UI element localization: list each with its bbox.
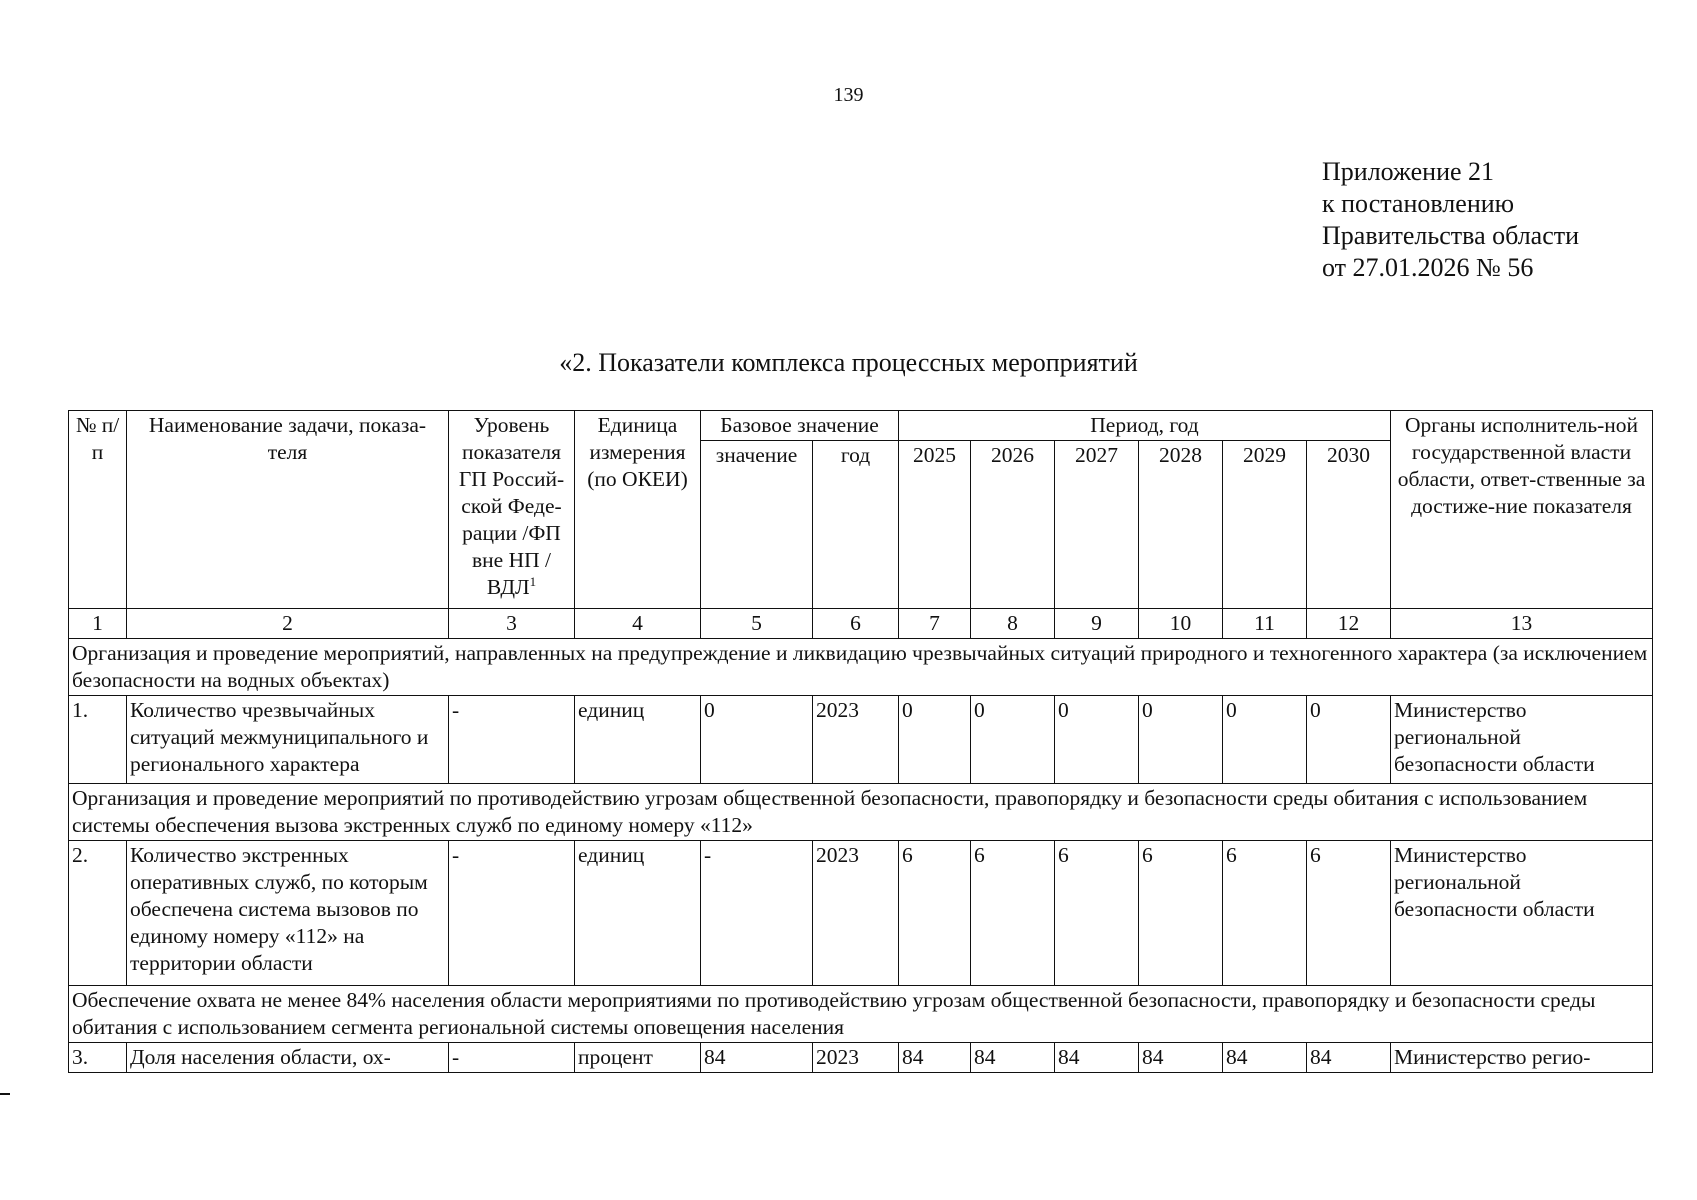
header-level-footnote: 1 (529, 573, 537, 589)
row-value-2027: 84 (1055, 1043, 1139, 1073)
indicators-table (68, 410, 1653, 1073)
row-value-2028: 84 (1139, 1043, 1223, 1073)
row-base-year: 2023 (813, 696, 899, 784)
header-period: Период, год (899, 411, 1391, 441)
row-base-value: 0 (701, 696, 813, 784)
header-row-1 (69, 411, 1653, 441)
col-number: 1 (69, 609, 127, 639)
row-value-2027: 0 (1055, 696, 1139, 784)
header-name: Наименование задачи, показа-теля (127, 411, 449, 609)
row-unit: единиц (575, 696, 701, 784)
page-number: 139 (833, 84, 864, 106)
row-name: Количество экстренных оперативных служб, по которым обеспечена система вызовов по единому номеру «112» на территории области (127, 841, 449, 986)
header-level (449, 411, 575, 609)
row-level: - (449, 841, 575, 986)
row-num: 3. (69, 1043, 127, 1073)
col-number: 8 (971, 609, 1055, 639)
header-bodies: Органы исполнитель-ной государственной власти области, ответ-ственные за достиже-ние показателя (1391, 411, 1653, 609)
row-name: Доля населения области, ох- (127, 1043, 449, 1073)
col-number: 3 (449, 609, 575, 639)
section-row (69, 784, 1653, 841)
row-value-2026: 0 (971, 696, 1055, 784)
row-base-value: - (701, 841, 813, 986)
header-year-2028: 2028 (1139, 441, 1223, 609)
header-year-2026: 2026 (971, 441, 1055, 609)
margin-mark (0, 1093, 10, 1095)
row-base-year: 2023 (813, 1043, 899, 1073)
col-number: 12 (1307, 609, 1391, 639)
appendix-line-2: к постановлению (1322, 189, 1515, 218)
col-number: 7 (899, 609, 971, 639)
row-value-2030: 84 (1307, 1043, 1391, 1073)
col-number: 6 (813, 609, 899, 639)
header-year-2030: 2030 (1307, 441, 1391, 609)
section-row (69, 986, 1653, 1043)
row-value-2026: 84 (971, 1043, 1055, 1073)
document-title: «2. Показатели комплекса процессных мероприятий (559, 348, 1138, 377)
row-level: - (449, 696, 575, 784)
row-value-2026: 6 (971, 841, 1055, 986)
header-base-value: значение (701, 441, 813, 609)
table-row (69, 696, 1653, 784)
appendix-block (1322, 156, 1579, 284)
col-number: 2 (127, 609, 449, 639)
row-body: Министерство региональной безопасности области (1391, 841, 1653, 986)
col-number: 5 (701, 609, 813, 639)
row-value-2025: 84 (899, 1043, 971, 1073)
row-value-2028: 0 (1139, 696, 1223, 784)
row-value-2025: 6 (899, 841, 971, 986)
row-value-2030: 6 (1307, 841, 1391, 986)
header-level-text: Уровень показателя ГП Россий-ской Феде-рации /ФП вне НП / ВДЛ (458, 413, 565, 599)
table-row (69, 1043, 1653, 1073)
row-value-2029: 6 (1223, 841, 1307, 986)
row-value-2030: 0 (1307, 696, 1391, 784)
row-base-value: 84 (701, 1043, 813, 1073)
header-num: № п/п (69, 411, 127, 609)
row-name: Количество чрезвычайных ситуаций межмуниципального и регионального характера (127, 696, 449, 784)
row-value-2025: 0 (899, 696, 971, 784)
row-value-2029: 0 (1223, 696, 1307, 784)
section-title: Организация и проведение мероприятий, направленных на предупреждение и ликвидацию чрезвычайных ситуаций природного и техногенного характера (за исключением безопасности на водных объектах) (69, 639, 1653, 696)
row-body: Министерство регио- (1391, 1043, 1653, 1073)
row-num: 1. (69, 696, 127, 784)
row-base-year: 2023 (813, 841, 899, 986)
header-year-2027: 2027 (1055, 441, 1139, 609)
header-year-2029: 2029 (1223, 441, 1307, 609)
row-unit: процент (575, 1043, 701, 1073)
table-row (69, 841, 1653, 986)
section-title: Организация и проведение мероприятий по противодействию угрозам общественной безопасности, правопорядку и безопасности среды обитания с использованием системы обеспечения вызова экстренных служб по единому номеру «112» (69, 784, 1653, 841)
header-base-year: год (813, 441, 899, 609)
column-numbers-row (69, 609, 1653, 639)
row-level: - (449, 1043, 575, 1073)
row-num: 2. (69, 841, 127, 986)
col-number: 13 (1391, 609, 1653, 639)
col-number: 10 (1139, 609, 1223, 639)
section-row (69, 639, 1653, 696)
col-number: 11 (1223, 609, 1307, 639)
row-value-2029: 84 (1223, 1043, 1307, 1073)
appendix-line-4: от 27.01.2026 № 56 (1322, 253, 1534, 282)
row-value-2028: 6 (1139, 841, 1223, 986)
col-number: 9 (1055, 609, 1139, 639)
row-body: Министерство региональной безопасности области (1391, 696, 1653, 784)
appendix-line-3: Правительства области (1322, 221, 1580, 250)
header-base: Базовое значение (701, 411, 899, 441)
row-unit: единиц (575, 841, 701, 986)
appendix-line-1: Приложение 21 (1322, 157, 1495, 186)
header-year-2025: 2025 (899, 441, 971, 609)
section-title: Обеспечение охвата не менее 84% населения области мероприятиями по противодействию угрозам общественной безопасности, правопорядку и безопасности среды обитания с использованием сегмента региональной системы оповещения населения (69, 986, 1653, 1043)
header-unit: Единица измерения (по ОКЕИ) (575, 411, 701, 609)
col-number: 4 (575, 609, 701, 639)
row-value-2027: 6 (1055, 841, 1139, 986)
